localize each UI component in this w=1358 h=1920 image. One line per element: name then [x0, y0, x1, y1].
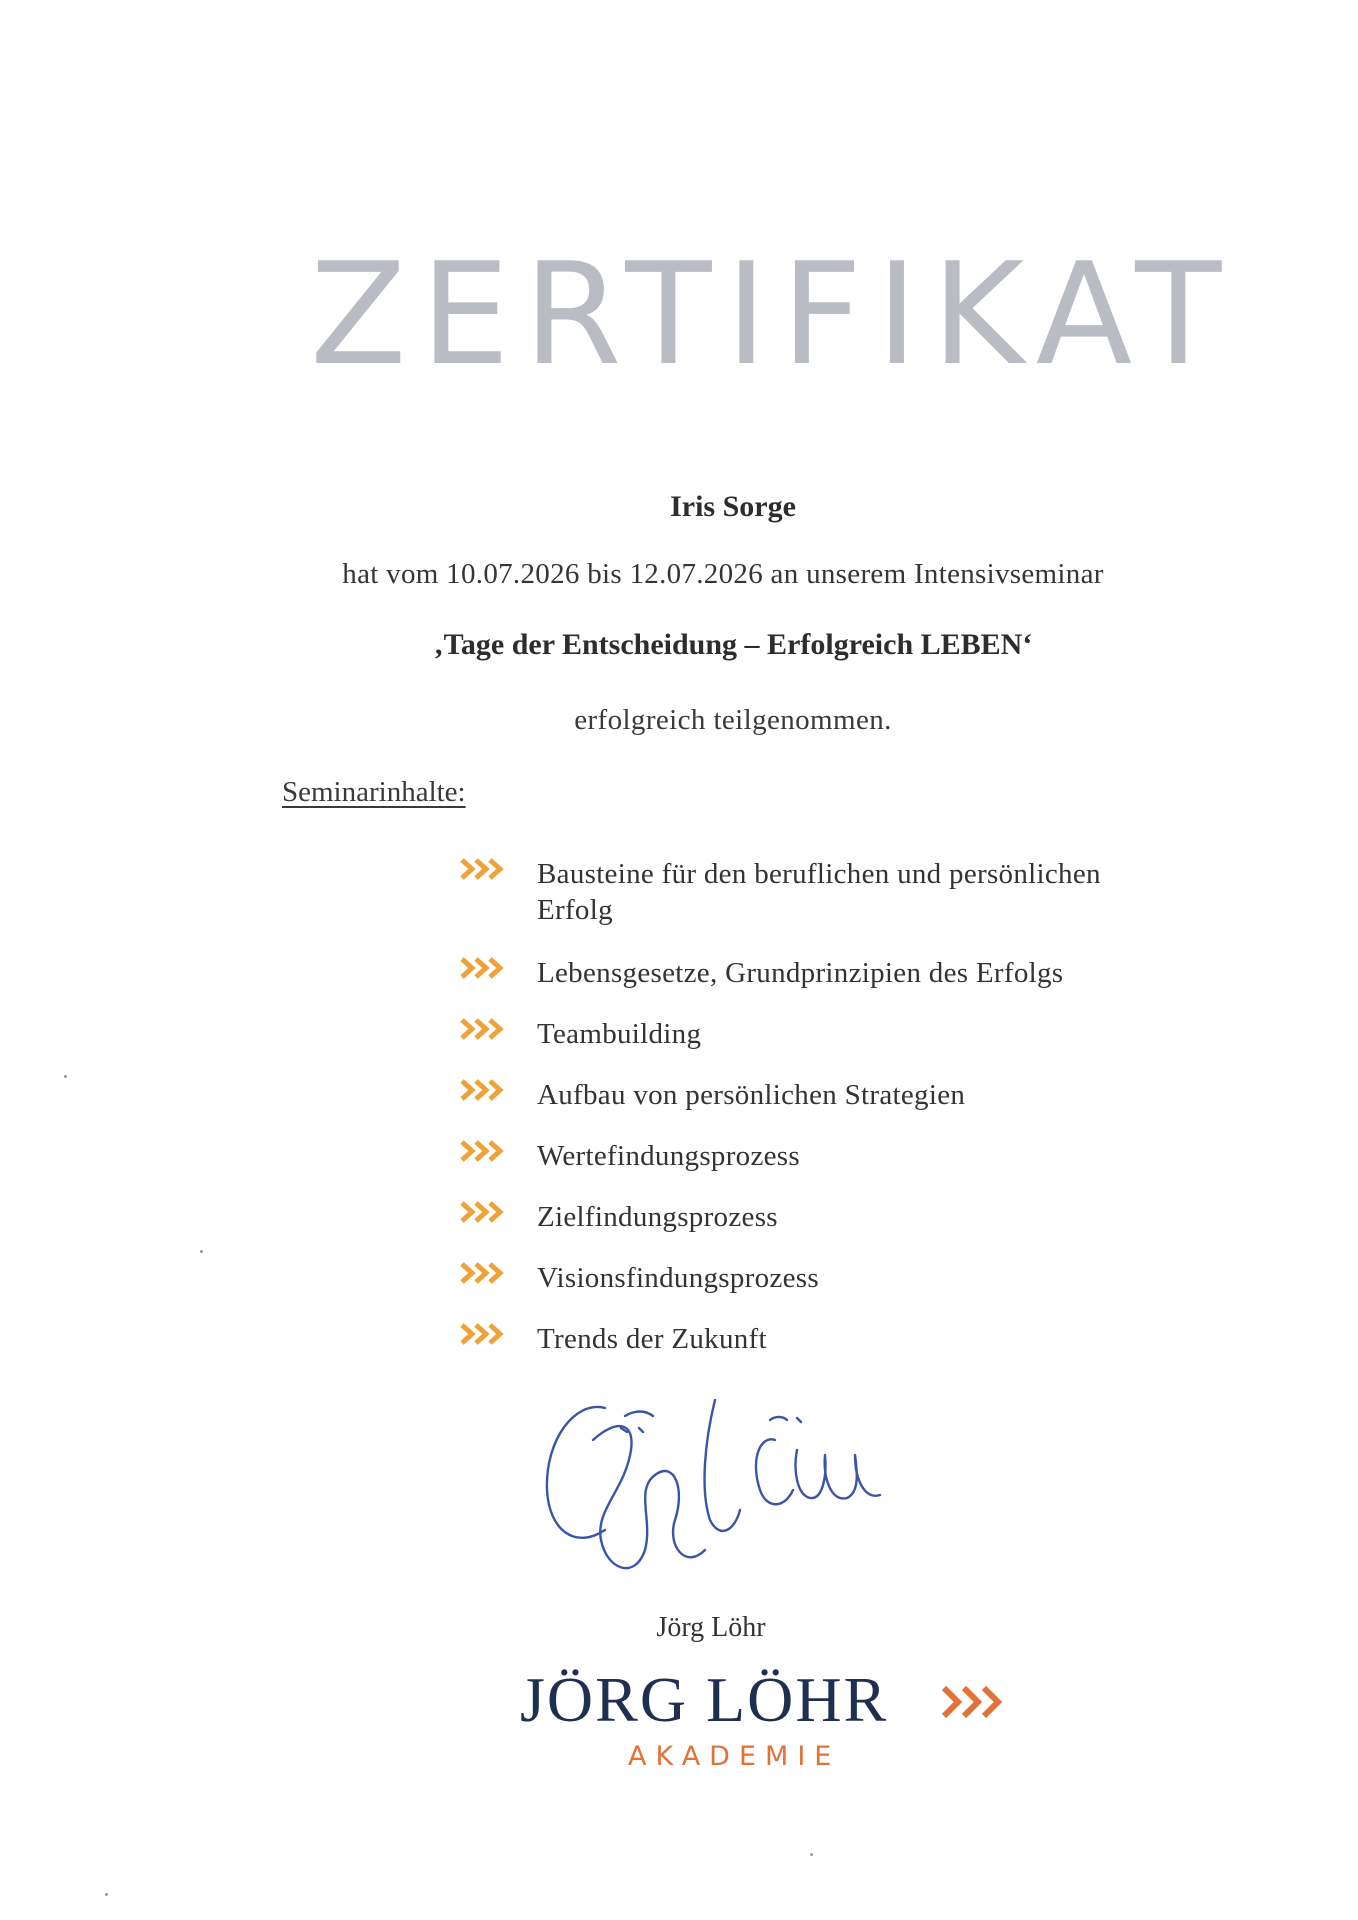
signer-name: Jörg Löhr [656, 1612, 766, 1643]
triple-chevron-icon [460, 1018, 506, 1040]
triple-chevron-icon [460, 1323, 506, 1345]
scan-speck [64, 1075, 67, 1078]
list-item-line: Erfolg [537, 894, 613, 926]
list-item-text: Zielfindungsprozess [537, 1201, 778, 1233]
scan-speck [200, 1250, 203, 1253]
list-item-text: Aufbau von persönlichen Strategien [537, 1079, 966, 1111]
contents-heading: Seminarinhalte: [282, 776, 466, 808]
list-item-text: Visionsfindungsprozess [537, 1262, 819, 1294]
triple-chevron-icon [460, 1079, 506, 1101]
completion-text: erfolgreich teilgenommen. [574, 704, 892, 736]
list-item-text: Trends der Zukunft [537, 1323, 767, 1355]
triple-chevron-icon [460, 1262, 506, 1284]
certificate-title: ZERTIFIKAT [310, 233, 1236, 397]
logo-sub-text: AKADEMIE [628, 1741, 841, 1772]
handwritten-signature [535, 1380, 935, 1600]
recipient-name: Iris Sorge [670, 490, 796, 523]
triple-chevron-icon [460, 1140, 506, 1162]
list-item-line: Bausteine für den beruflichen und persönlichen [537, 858, 1101, 890]
triple-chevron-icon [460, 957, 506, 979]
scan-speck [810, 1853, 813, 1856]
triple-chevron-icon [460, 1201, 506, 1223]
list-item-text [537, 856, 1157, 928]
scan-speck [105, 1893, 108, 1896]
period-text: hat vom 10.07.2026 bis 12.07.2026 an unserem Intensivseminar [342, 558, 1104, 590]
list-item-text: Wertefindungsprozess [537, 1140, 800, 1172]
seminar-title: ‚Tage der Entscheidung – Erfolgreich LEBEN‘ [433, 628, 1033, 661]
logo-main-text: JÖRG LÖHR [520, 1664, 889, 1735]
triple-chevron-icon [460, 858, 506, 880]
list-item-text: Teambuilding [537, 1018, 702, 1050]
list-item-text: Lebensgesetze, Grundprinzipien des Erfolgs [537, 957, 1064, 989]
academy-logo [520, 1664, 1040, 1778]
logo-chevron-icon [940, 1682, 1020, 1722]
